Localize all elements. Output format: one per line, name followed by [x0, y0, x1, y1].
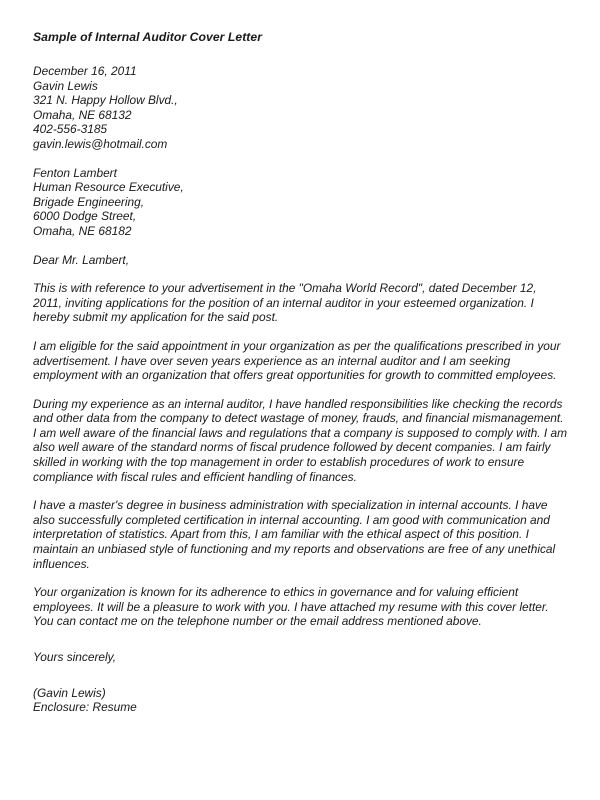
sender-street: 321 N. Happy Hollow Blvd., — [33, 93, 178, 108]
recipient-company: Brigade Engineering, — [33, 194, 145, 209]
address-block-spacer — [33, 152, 568, 166]
body-paragraph-2: I am eligible for the said appointment in your organization as per the qualifications prescribed in your advertisement. I have over seven years experience as an internal auditor and I am seeking employment with an organization that offers great opportunities for growth to committed employees. — [33, 338, 561, 383]
recipient-name: Fenton Lambert — [33, 165, 117, 180]
enclosure-note: Enclosure: Resume — [33, 700, 137, 715]
sender-city-state-zip: Omaha, NE 68132 — [33, 107, 132, 122]
sender-phone: 402-556-3185 — [33, 122, 108, 137]
page-title: Sample of Internal Auditor Cover Letter — [33, 30, 263, 44]
sender-email: gavin.lewis@hotmail.com — [33, 136, 168, 151]
body-paragraph-3: During my experience as an internal auditor, I have handled responsibilities like checking the records and other data from the company to detect wastage of money, frauds, and financial mismanagement. I am well aware of the financial laws and regulations that a company is supposed to comply with. I am also well aware of the standard norms of fiscal prudence followed by decent companies. I am fairly skilled in working with the top management in order to establish procedures of work to ensure compliance with fiscal rules and efficient handling of finances. — [33, 396, 568, 484]
sender-address-block — [33, 64, 568, 152]
recipient-street: 6000 Dodge Street, — [33, 209, 137, 224]
body-paragraph-5: Your organization is known for its adherence to ethics in governance and for valuing efficient employees. It will be a pleasure to work with you. I have attached my resume with this cover letter. You can contact me on the telephone number or the email address mentioned above. — [33, 585, 549, 629]
cover-letter — [33, 30, 568, 715]
recipient-city-state-zip: Omaha, NE 68182 — [33, 223, 132, 238]
sender-name: Gavin Lewis — [33, 78, 98, 93]
recipient-address-block — [33, 166, 568, 239]
salutation: Dear Mr. Lambert, — [33, 252, 130, 267]
signature-name: (Gavin Lewis) — [33, 685, 106, 700]
closing-salutation: Yours sincerely, — [33, 650, 117, 664]
signature-block — [33, 686, 568, 715]
body-paragraph-4: I have a master's degree in business administration with specialization in internal accounts. I have also successfully completed certification in internal accounting. I am good with communication and interpretation of statistics. Apart from this, I am familiar with the ethical aspect of this position. I maintain an unbiased style of functioning and my reports and observations are free of any unethical influences. — [33, 498, 556, 571]
body-paragraph-1: This is with reference to your advertisement in the "Omaha World Record", dated December 12, 2011, inviting applications for the position of an internal auditor in your esteemed organization. I hereby submit my application for the said post. — [33, 281, 537, 325]
recipient-title: Human Resource Executive, — [33, 180, 184, 195]
sender-date: December 16, 2011 — [33, 64, 137, 78]
